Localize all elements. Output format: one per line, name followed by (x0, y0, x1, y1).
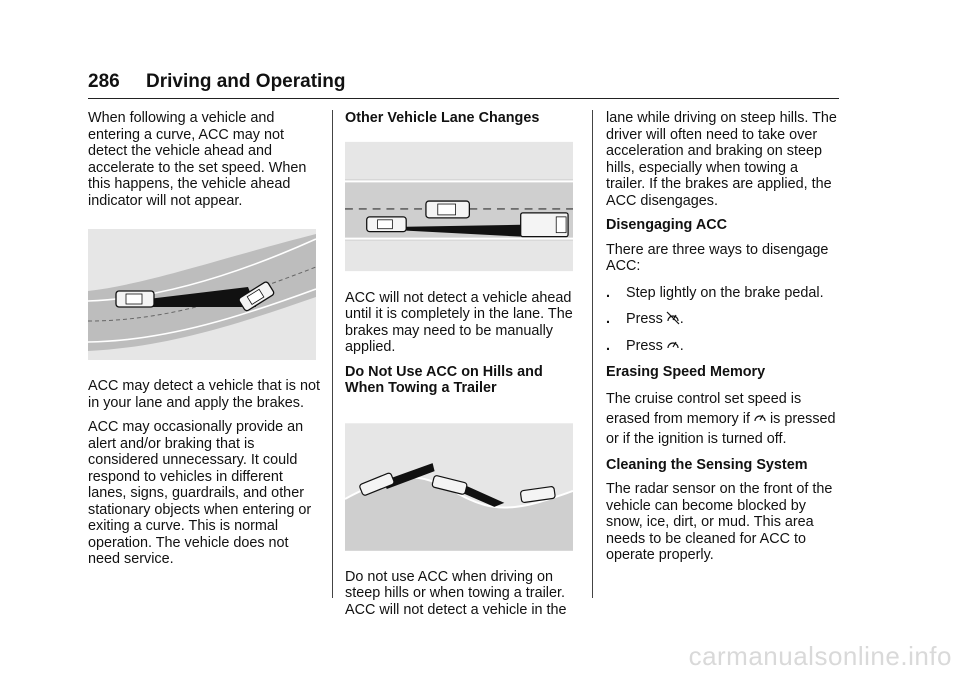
watermark: carmanualsonline.info (688, 641, 952, 671)
disengage-intro-paragraph: There are three ways to disengage ACC: (606, 241, 829, 274)
erasing-memory-paragraph (606, 389, 841, 449)
bullet-marker: . (606, 311, 610, 327)
hills-paragraph: Do not use ACC when driving on steep hills or when towing a trailer. ACC will not detect a vehicle in the (345, 568, 567, 618)
lane-change-illustration (345, 141, 573, 272)
bullet-marker: . (606, 284, 610, 301)
cruise-on-off-icon (753, 411, 767, 425)
adjacent-lane-paragraph: ACC may detect a vehicle that is not in your lane and apply the brakes. (88, 378, 320, 411)
column-3 (606, 110, 841, 572)
unnecessary-alert-paragraph: ACC may occasionally provide an alert and/or braking that is considered unnecessary. It could respond to vehicles in different lanes, signs, guardrails, and other stationary objects when entering or exiting a curve. This is normal operation. The vehicle does not need service. (88, 419, 312, 567)
cleaning-heading: Cleaning the Sensing System (606, 456, 808, 473)
erasing-text-4: or if the ignition is turned off. (606, 430, 787, 447)
erasing-text-2: erased from memory if (606, 410, 750, 427)
erasing-text-3: is pressed (769, 410, 836, 427)
cleaning-paragraph: The radar sensor on the front of the vehicle can become blocked by snow, ice, dirt, or mud. This area needs to be cleaned for ACC to operate properly. (606, 481, 833, 563)
curve-detection-paragraph: When following a vehicle and entering a curve, ACC may not detect the vehicle ahead and accelerate to the set speed. When this happens, the vehicle ahead indicator will not appear. (88, 110, 307, 209)
hills-continued-paragraph: lane while driving on steep hills. The driver will often need to take over acceleration and braking on steep hills, especially when towing a trailer. If the brakes are applied, the ACC disengages. (606, 110, 837, 209)
cruise-cancel-icon (666, 311, 680, 325)
column-2 (345, 110, 580, 626)
curve-illustration (88, 229, 316, 360)
list-item (606, 338, 841, 355)
erasing-text-1: The cruise control set speed is (606, 390, 802, 407)
section-title: Driving and Operating (146, 71, 346, 92)
header-rule (88, 98, 839, 99)
list-item (606, 311, 841, 328)
bullet-text: Press (626, 337, 663, 354)
bullet-text: Press (626, 311, 663, 327)
column-divider-2 (592, 110, 593, 598)
bullet-text: Step lightly on the brake pedal. (626, 284, 824, 301)
disengaging-heading: Disengaging ACC (606, 217, 727, 233)
lane-change-paragraph: ACC will not detect a vehicle ahead until it is completely in the lane. The brakes may need to be manually applied. (345, 289, 573, 355)
column-divider-1 (332, 110, 333, 598)
bullet-marker: . (606, 337, 610, 354)
page-number: 286 (88, 71, 120, 92)
page-header (88, 70, 838, 94)
lane-change-heading: Other Vehicle Lane Changes (345, 110, 540, 126)
erasing-memory-heading: Erasing Speed Memory (606, 364, 766, 380)
hills-trailer-heading: Do Not Use ACC on Hills and When Towing a Trailer (345, 363, 543, 396)
hills-illustration (345, 423, 573, 551)
bullet-suffix: . (679, 311, 684, 327)
column-1 (88, 110, 323, 576)
bullet-suffix: . (679, 337, 684, 354)
cruise-on-off-icon (666, 338, 680, 352)
list-item (606, 285, 841, 302)
